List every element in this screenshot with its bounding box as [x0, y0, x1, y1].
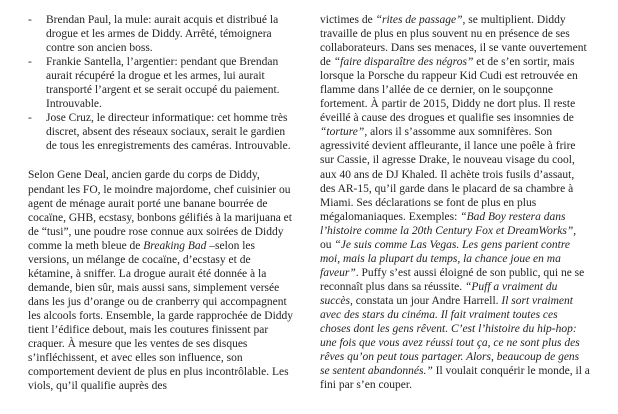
list-item [28, 111, 298, 153]
left-column [28, 13, 298, 414]
text-run: Selon Gene Deal, ancien garde du corps de Diddy, pendant les FO, le moindre majordome, chef cuisinier ou agent de ménage aurait porté une banane bourrée de cocaïne, GHB, ecstasy, bonbons gélifiés à la marijuana et de “tusi”, une poudre rose connue aux soirées de Diddy comme la meth bleue de [28, 169, 292, 252]
text-run: , alors il s’assomme aux somnifères. Son agressivité devient affleurante, il lance une poêle à frire sur Cassie, il agresse Drake, le nouveau visage du cool, aux 40 ans de DJ Khaled. Il achète trois fusils d’assaut, des AR-15, qu’il garde dans le placard de sa chambre à Miami. Ses déclarations se font de plus en plus mégalomaniaques. Exemples: [320, 126, 576, 223]
text-run: –selon les versions, un mélange de cocaïne, d’ecstasy et de kétamine, à sniffer. La drogue aurait été donnée à la demande, bien sûr, mais aussi sans, simplement versée dans les jus d’orange ou de cranberry qui accompagnent les alcools forts. Ensemble, la garde rapprochée de Diddy tient l’édifice debout, mais les coutures finissent par craquer. À mesure que les ventes de ses disques s’infléchissent, et avec elles son influence, son comportement devient de plus en plus incontrôlable. Les viols, qu’il qualifie auprès des [28, 239, 294, 393]
right-column-paragraph [320, 13, 590, 392]
text-run: Jose Cruz, le directeur informatique: cet homme très discret, absent des réseaux sociaux, serait le gardien de tous les enregistrements des caméras. Introuvable. [46, 112, 291, 153]
list-item [28, 13, 298, 55]
text-run: constata un jour Andre Harrell. [352, 294, 502, 307]
text-run: . Puffy s’est aussi éloigné de son public, qui ne se reconnaît plus dans sa réussite. [320, 266, 585, 293]
bullet-dash: - [28, 14, 32, 26]
suspects-list [28, 13, 298, 153]
italic-quote: “faire disparaître des négros” [333, 56, 474, 69]
italic-quote: “Je suis comme Las Vegas. Les gens parient contre moi, mais la plupart du temps, la chance joue en ma faveur” [320, 238, 570, 279]
right-column [320, 13, 590, 414]
list-item [28, 55, 298, 111]
text-run: Il voulait conquérir le monde, il a fini par s’en couper. [320, 365, 590, 392]
list-item-text [46, 13, 298, 55]
list-item-text [46, 111, 298, 153]
text-run: victimes de [320, 14, 376, 26]
left-column-paragraph [28, 168, 298, 393]
italic-quote: “Puff a vraiment du succès, [320, 280, 558, 307]
text-run: et de s’en sortir, mais lorsque la Porsche du rappeur Kid Cudi est retrouvée en flamme dans l’allée de ce dernier, on le soupçonne fortement. À partir de 2015, Diddy ne dort plus. Il reste éveillé à cause des drogues et qualifie ses insomnies de [320, 56, 578, 125]
list-item-text [46, 55, 298, 111]
text-run: Brendan Paul, la mule: aurait acquis et distribué la drogue et les armes de Diddy. Arrêté, témoignera contre son ancien boss. [46, 14, 279, 55]
bullet-dash: - [28, 112, 32, 125]
italic-quote: Breaking Bad [143, 239, 207, 252]
bullet-dash: - [28, 56, 32, 69]
text-run: , se multiplient. Diddy travaille de plus en plus souvent nu en présence de ses collaborateurs. Dans ses menaces, il se vante ouvertement de [320, 14, 587, 69]
italic-quote: “Bad Boy restera dans l’histoire comme la 20th Century Fox et DreamWorks” [320, 210, 574, 237]
italic-quote: Il sort vraiment avec des stars du cinéma. Il fait vraiment toutes ces choses dont les gens rêvent. C’est l’histoire du hip-hop: une fois que vous avez réussi tout ça, ce ne sont plus des rêves qu’on peut tous partager. Alors, beaucoup de gens se sentent abandonnés.” [320, 294, 580, 378]
italic-quote: “rites de passage” [375, 14, 463, 26]
italic-quote: “torture” [320, 126, 365, 139]
text-run: Frankie Santella, l’argentier: pendant que Brendan aurait récupéré la drogue et les armes, lui aurait transporté l’argent et se serait occupé du paiement. Introuvable. [46, 56, 280, 111]
text-run: , ou [320, 224, 577, 251]
